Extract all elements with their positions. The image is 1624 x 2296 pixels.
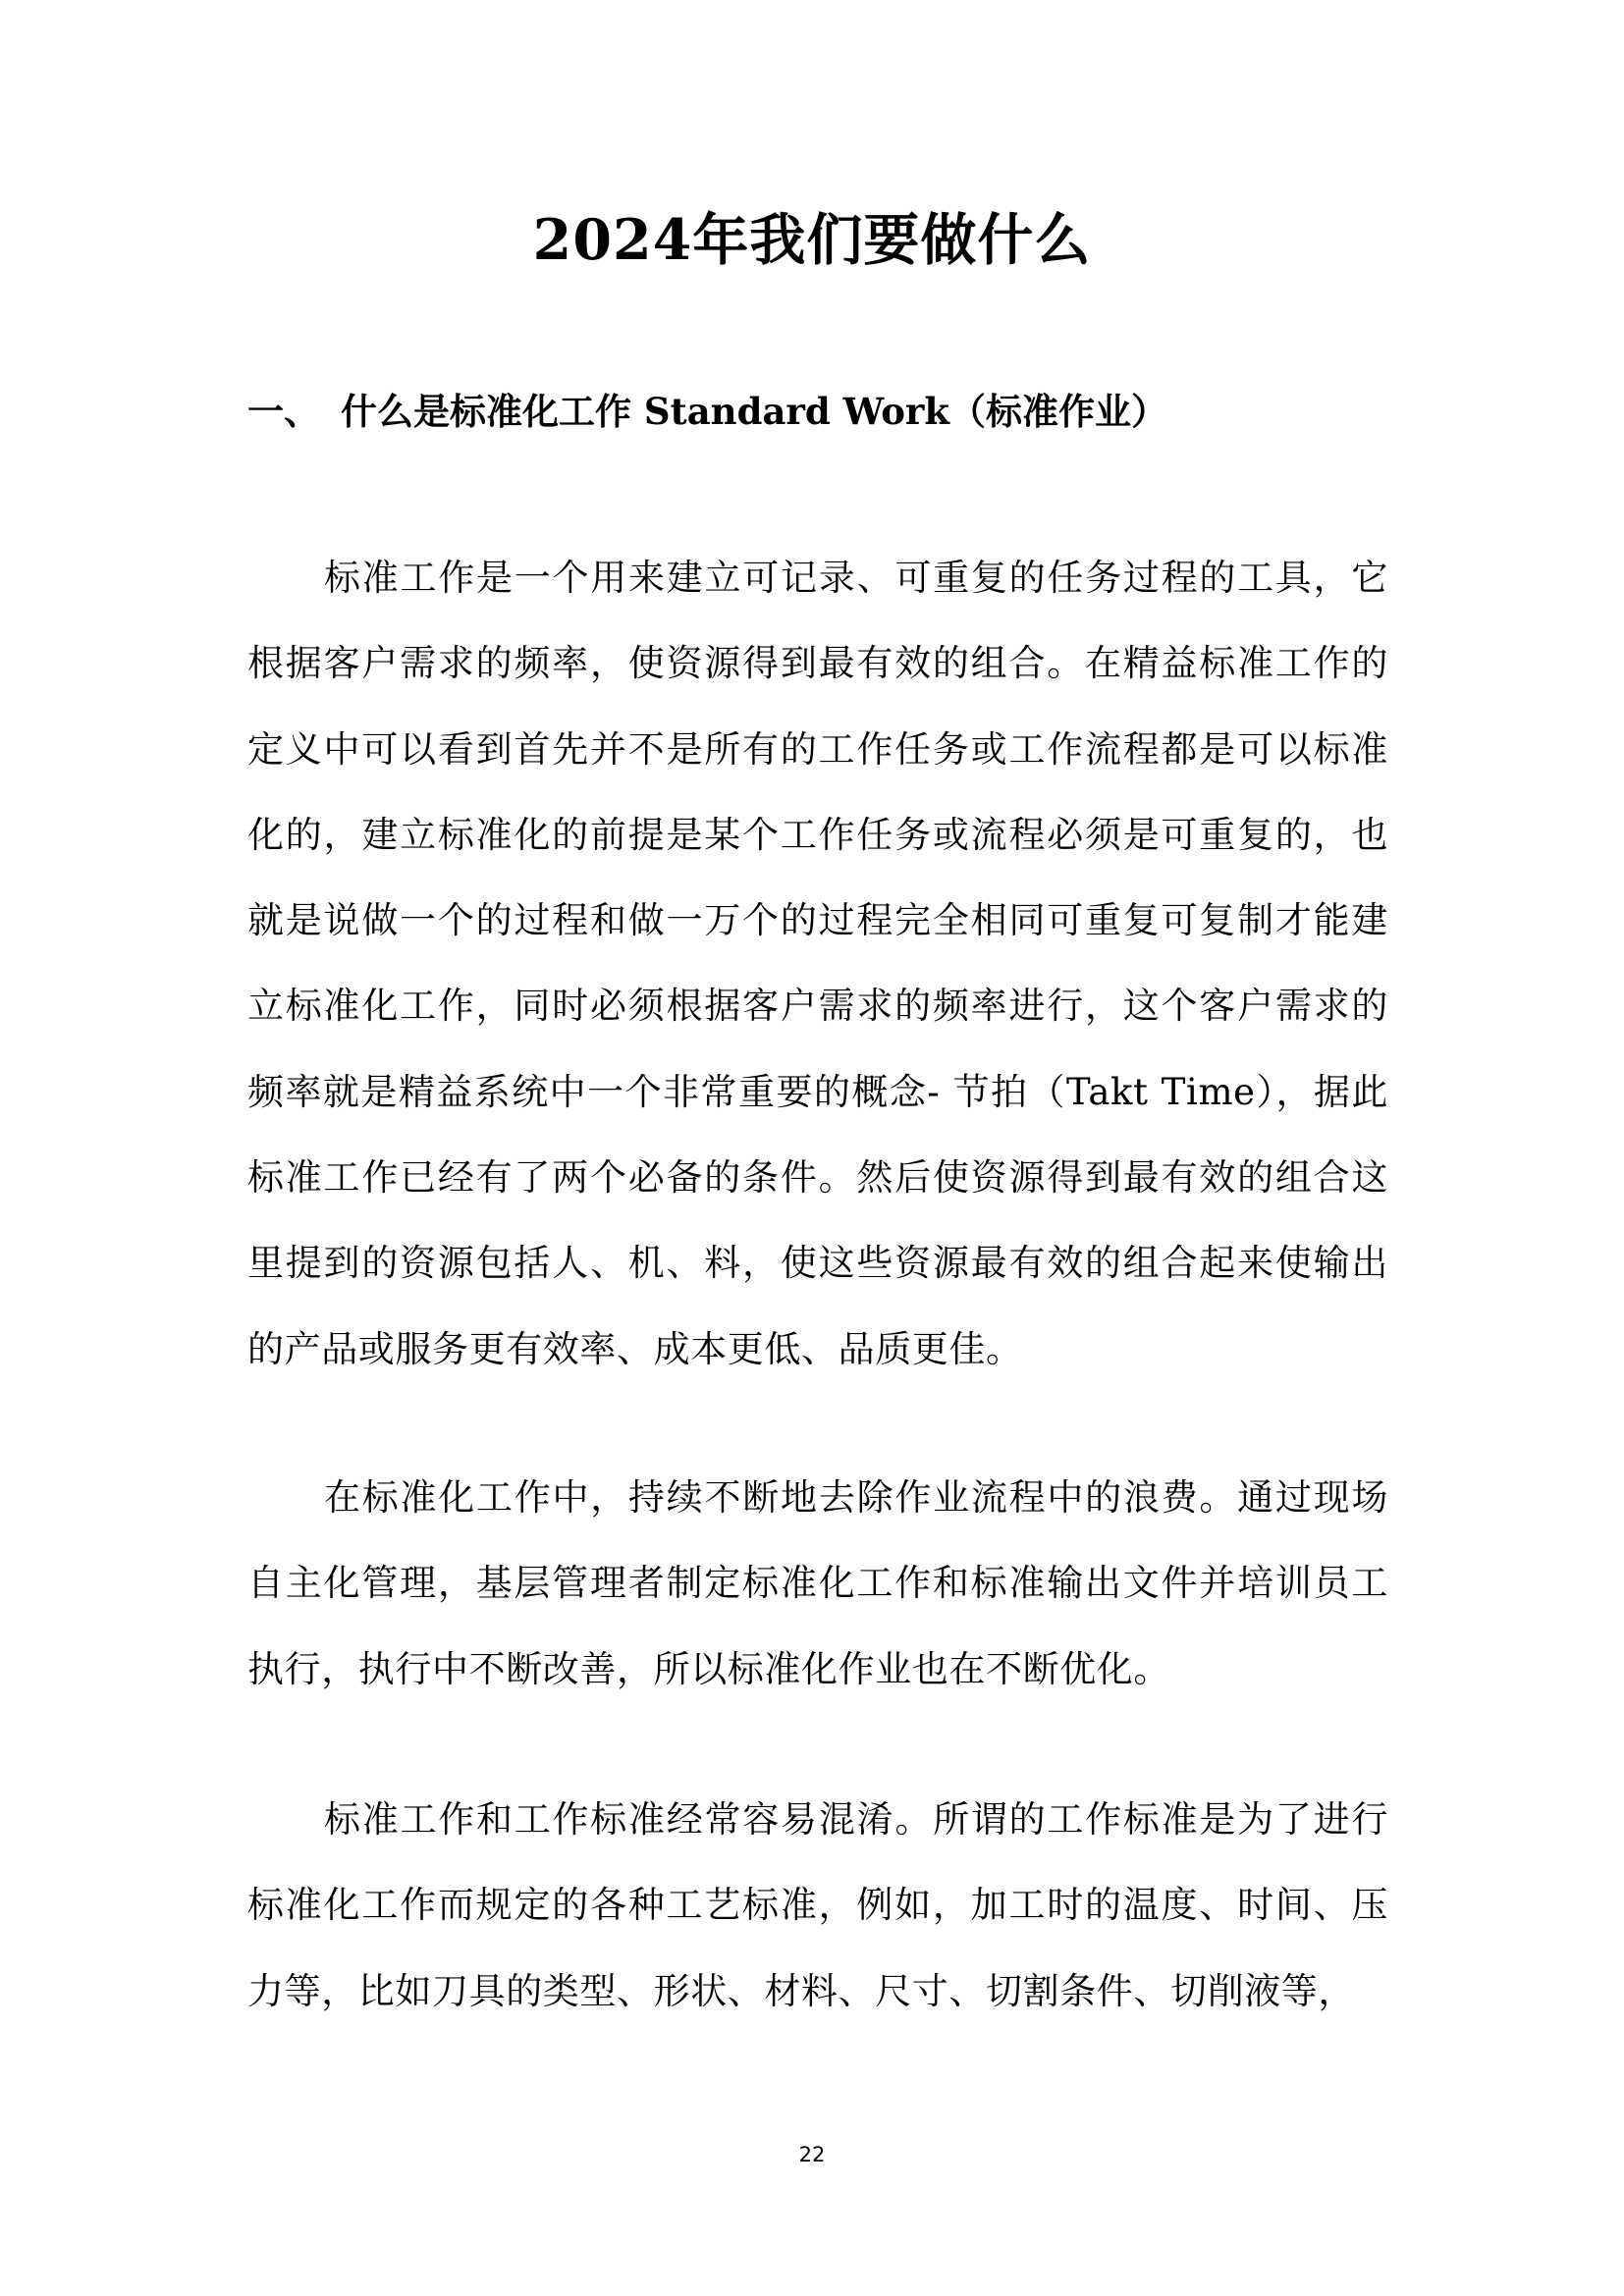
paragraph-3-block — [247, 1777, 1388, 2034]
page-number: 22 — [798, 2143, 826, 2166]
paragraph: 标准工作是一个用来建立可记录、可重复的任务过程的工具，它根据客户需求的频率，使资源得到最有效的组合。在精益标准工作的定义中可以看到首先并不是所有的工作任务或工作流程都是可以标准化的，建立标准化的前提是某个工作任务或流程必须是可重复的，也就是说做一个的过程和做一万个的过程完全相同可重复可复制才能建立标准化工作，同时必须根据客户需求的频率进行，这个客户需求的频率就是精益系统中一个非常重要的概念- 节拍（Takt Time），据此标准工作已经有了两个必备的条件。然后使资源得到最有效的组合这里提到的资源包括人、机、料，使这些资源最有效的组合起来使输出的产品或服务更有效率、成本更低、品质更佳。 — [247, 557, 1388, 1370]
section-heading-text: 什么是标准化工作 Standard Work（标准作业） — [341, 390, 1168, 433]
paragraph: 在标准化工作中，持续不断地去除作业流程中的浪费。通过现场自主化管理，基层管理者制定标准化工作和标准输出文件并培训员工执行，执行中不断改善，所以标准化作业也在不断优化。 — [247, 1476, 1388, 1690]
paragraph-1-block — [247, 535, 1388, 1392]
paragraph-2-block — [247, 1455, 1388, 1712]
section-number: 一、 — [247, 390, 320, 433]
paragraph: 标准工作和工作标准经常容易混淆。所谓的工作标准是为了进行标准化工作而规定的各种工艺标准，例如，加工时的温度、时间、压力等，比如刀具的类型、形状、材料、尺寸、切割条件、切削液等， — [247, 1798, 1388, 2012]
section-heading — [247, 386, 1167, 437]
page-title: 2024年我们要做什么 — [532, 207, 1092, 273]
